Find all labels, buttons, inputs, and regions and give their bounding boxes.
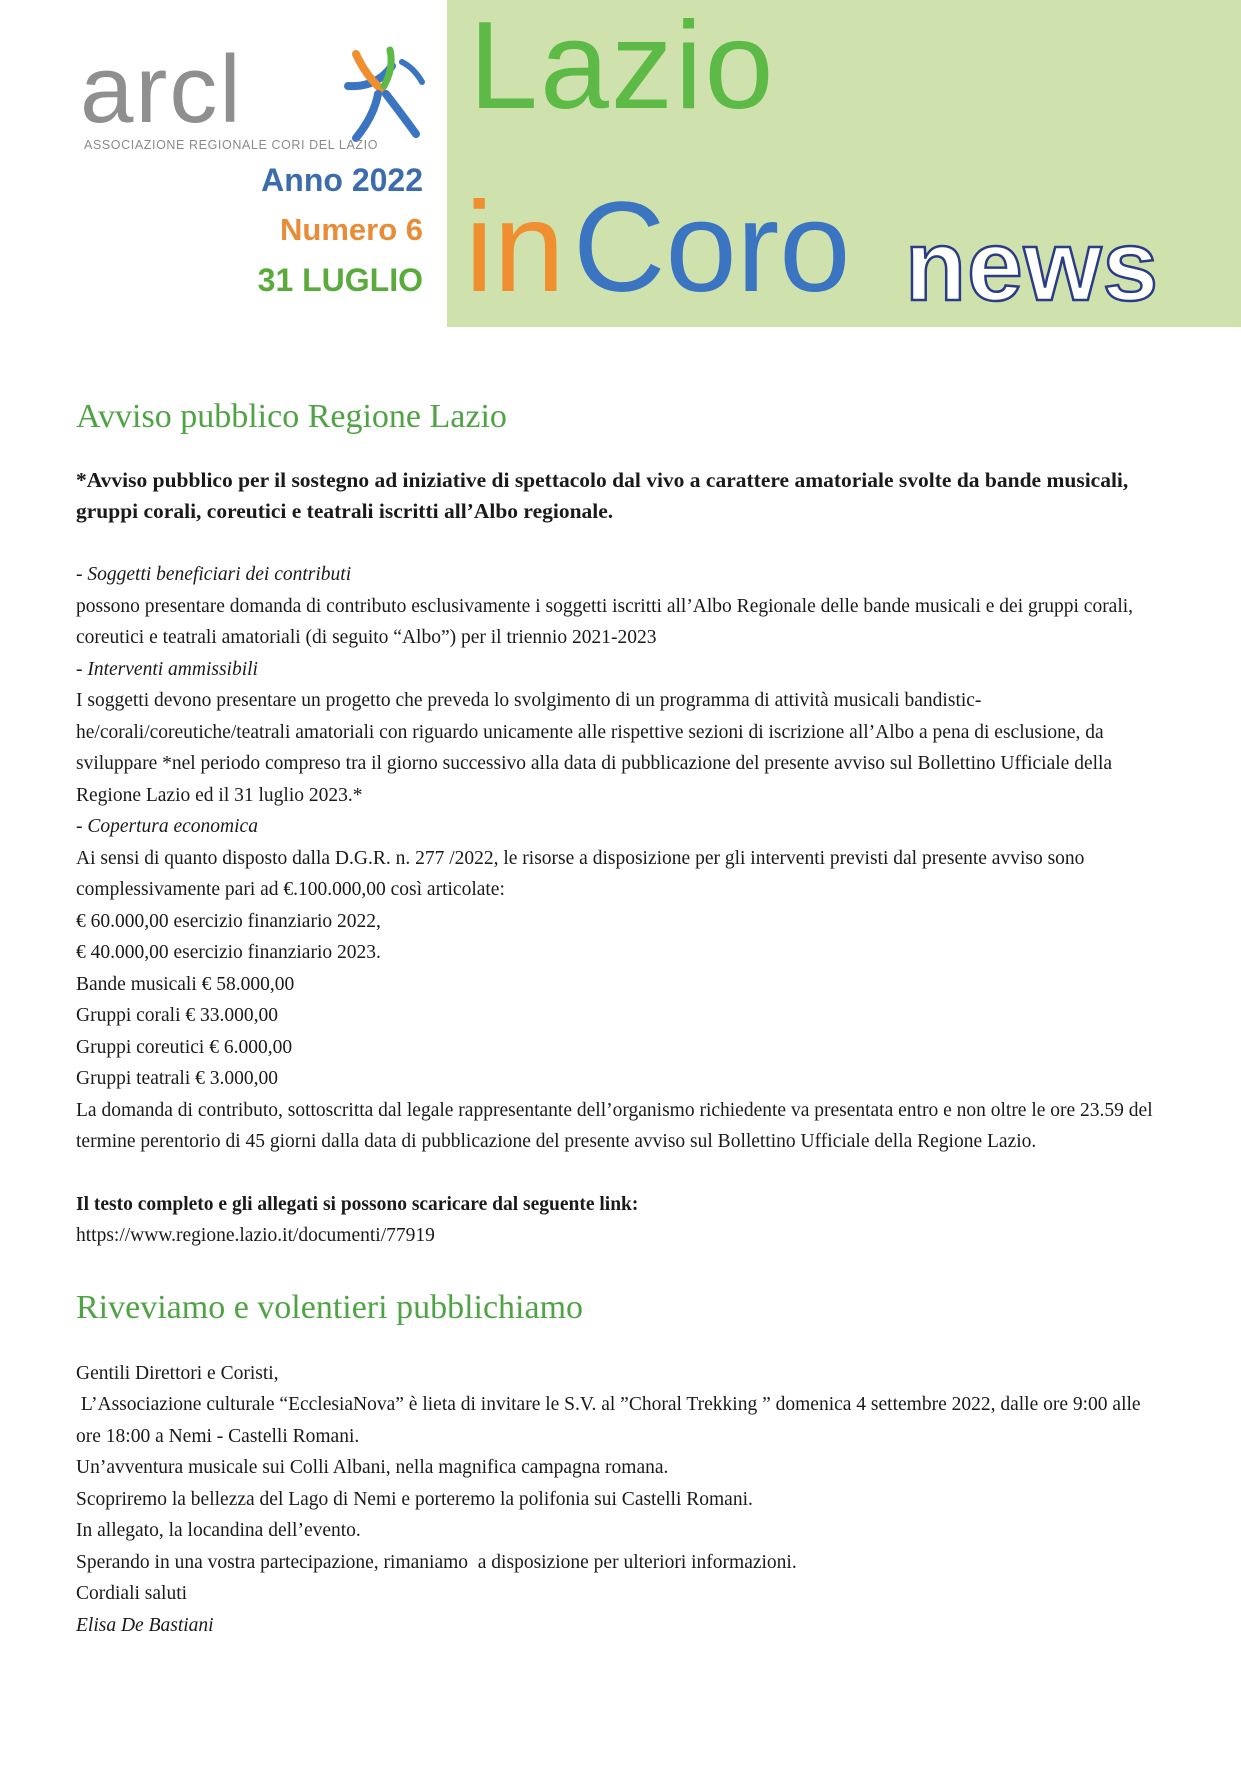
funding-line: Gruppi teatrali € 3.000,00 <box>76 1068 278 1089</box>
masthead-coro: Coro <box>573 176 851 319</box>
masthead <box>447 0 1241 327</box>
issue-year: Anno 2022 <box>261 162 423 198</box>
masthead-news: news <box>905 210 1160 322</box>
logo-wordmark: arcl <box>80 36 243 143</box>
funding-line: Gruppi corali € 33.000,00 <box>76 1005 279 1026</box>
letter-line: Un’avventura musicale sui Colli Albani, nella magnifica campagna romana. <box>76 1457 669 1478</box>
logo-tagline: ASSOCIAZIONE REGIONALE CORI DEL LAZIO <box>84 138 379 152</box>
arcl-logo <box>80 36 425 152</box>
letter-line: In allegato, la locandina dell’evento. <box>76 1520 361 1541</box>
letter-line: Scopriremo la bellezza del Lago di Nemi e porteremo la polifonia sui Castelli Romani. <box>76 1488 753 1510</box>
funding-line: € 40.000,00 esercizio finanziario 2023. <box>76 942 381 963</box>
section-title-riveviamo: Riveviamo e volentieri pubblichiamo <box>76 1288 584 1326</box>
masthead-lazio: Lazio <box>469 0 776 135</box>
choir-singer-icon <box>342 46 426 142</box>
section-title-avviso: Avviso pubblico Regione Lazio <box>76 398 507 435</box>
beneficiari-heading: - Soggetti beneficiari dei contributi <box>76 564 352 585</box>
letter-line: Gentili Direttori e Coristi, <box>76 1362 279 1384</box>
copertura-text: Ai sensi di quanto disposto dalla D.G.R. n. 277 /2022, le risorse a disposizione per gli interventi previsti dal presente avviso sono complessivamente pari ad €.100.000,00 così articolate: <box>76 847 1085 900</box>
article-body <box>76 395 1156 1641</box>
letter-line: Sperando in una vostra partecipazione, rimaniamo a disposizione per ulteriori informazioni. <box>76 1551 797 1573</box>
domanda-text: La domanda di contributo, sottoscritta dal legale rappresentante dell’organismo richiedente va presentata entro e non oltre le ore 23.59 del termine perentorio di 45 giorni dalla data di pubblicazione del presente avviso sul Bollettino Ufficiale della Regione Lazio. <box>76 1099 1153 1152</box>
masthead-in: in <box>465 176 565 319</box>
download-label: Il testo completo e gli allegati si possono scaricare dal seguente link: <box>76 1193 639 1215</box>
funding-line: Gruppi coreutici € 6.000,00 <box>76 1036 293 1058</box>
copertura-heading: - Copertura economica <box>76 816 258 837</box>
signature: Elisa De Bastiani <box>76 1614 214 1636</box>
interventi-heading: - Interventi ammissibili <box>76 658 258 680</box>
funding-line: Bande musicali € 58.000,00 <box>76 973 295 995</box>
issue-date: 31 LUGLIO <box>257 262 423 298</box>
letter-line: L’Associazione culturale “EcclesiaNova” è lieta di invitare le S.V. al ”Choral Trekking ” domenica 4 settembre 2022, dalle ore 9:00 alle ore 18:00 a Nemi - Castelli Romani. <box>76 1394 1146 1447</box>
letter-line: Cordiali saluti <box>76 1583 188 1604</box>
interventi-text: I soggetti devono presentare un progetto che preveda lo svolgimento di un programma di attività musicali bandistic-he/corali/coreutiche/teatrali amatoriali con riguardo unicamente alle rispettive sezioni di iscrizione all’Albo a pena di esclusione, da sviluppare *nel periodo compreso tra il giorno successivo alla data di pubblicazione del presente avviso sul Bollettino Ufficiale della Regione Lazio ed il 31 luglio 2023.* <box>76 690 1113 806</box>
download-link[interactable]: https://www.regione.lazio.it/documenti/77919 <box>76 1225 435 1246</box>
avviso-lead: *Avviso pubblico per il sostegno ad iniziative di spettacolo dal vivo a carattere amatoriale svolte da bande musicali, gruppi corali, coreutici e teatrali iscritti all’Albo regionale. <box>76 468 1129 523</box>
funding-line: € 60.000,00 esercizio finanziario 2022, <box>76 910 381 932</box>
beneficiari-text: possono presentare domanda di contributo esclusivamente i soggetti iscritti all’Albo Regionale delle bande musicali e dei gruppi corali, coreutici e teatrali amatoriali (di seguito “Albo”) per il triennio 2021-2023 <box>76 595 1134 648</box>
issue-number: Numero 6 <box>280 212 423 247</box>
